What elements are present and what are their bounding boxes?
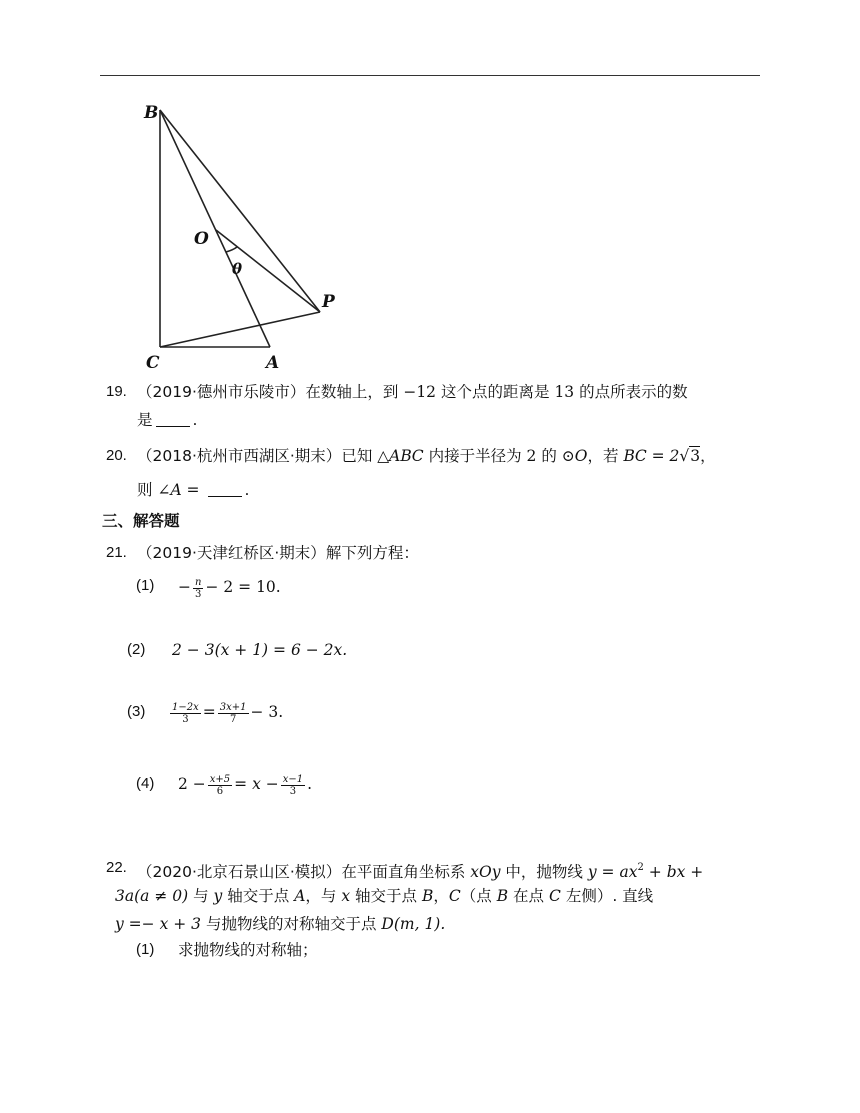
question-number: 20. [106,447,127,464]
subitem-text: 求抛物线的对称轴； [178,941,318,959]
equation-3: $\frac{\text{1−2𝑥}}{3}$ = $\frac{\text{3𝑥+1}}{7}$ − 3. [172,701,284,725]
label-p: P [322,292,335,312]
question-source: （2019·德州市乐陵市） [137,383,306,401]
question-number: 22. [106,859,127,876]
question-source: （2018·杭州市西湖区·期末） [137,447,342,465]
header-rule [100,75,760,76]
question-source: （2020·北京石景山区·模拟） [137,863,342,881]
label-c: C [146,353,160,372]
segment-cp [160,312,320,347]
subitem-label: (2) [127,641,146,658]
equation-2: 2 − 3(𝑥 + 1) = 6 − 2𝑥. [172,641,348,659]
label-b: B [144,103,159,123]
equation-1: − $\frac{\text{𝑛}}{3}$ − 2 = 10. [178,576,281,600]
label-o: O [194,229,209,249]
label-a: A [266,353,280,372]
angle-arc [226,247,237,252]
subitem-label: (1) [136,941,155,958]
geometry-figure [140,92,340,372]
question-number: 19. [106,383,127,400]
subitem-label: (4) [136,775,155,792]
section-heading: 三、解答题 [102,512,180,530]
equation-4: 2 − $\frac{\text{𝑥+5}}{6}$ = 𝑥 − $\frac{\text{𝑥−1}}{3}$ . [178,773,313,797]
question-number: 21. [106,544,127,561]
subitem-label: (3) [127,703,146,720]
answer-blank[interactable] [208,482,242,497]
subitem-label: (1) [136,577,155,594]
answer-blank[interactable] [156,412,190,427]
label-theta: θ [232,260,243,278]
question-source: （2019·天津红桥区·期末） [137,544,326,562]
